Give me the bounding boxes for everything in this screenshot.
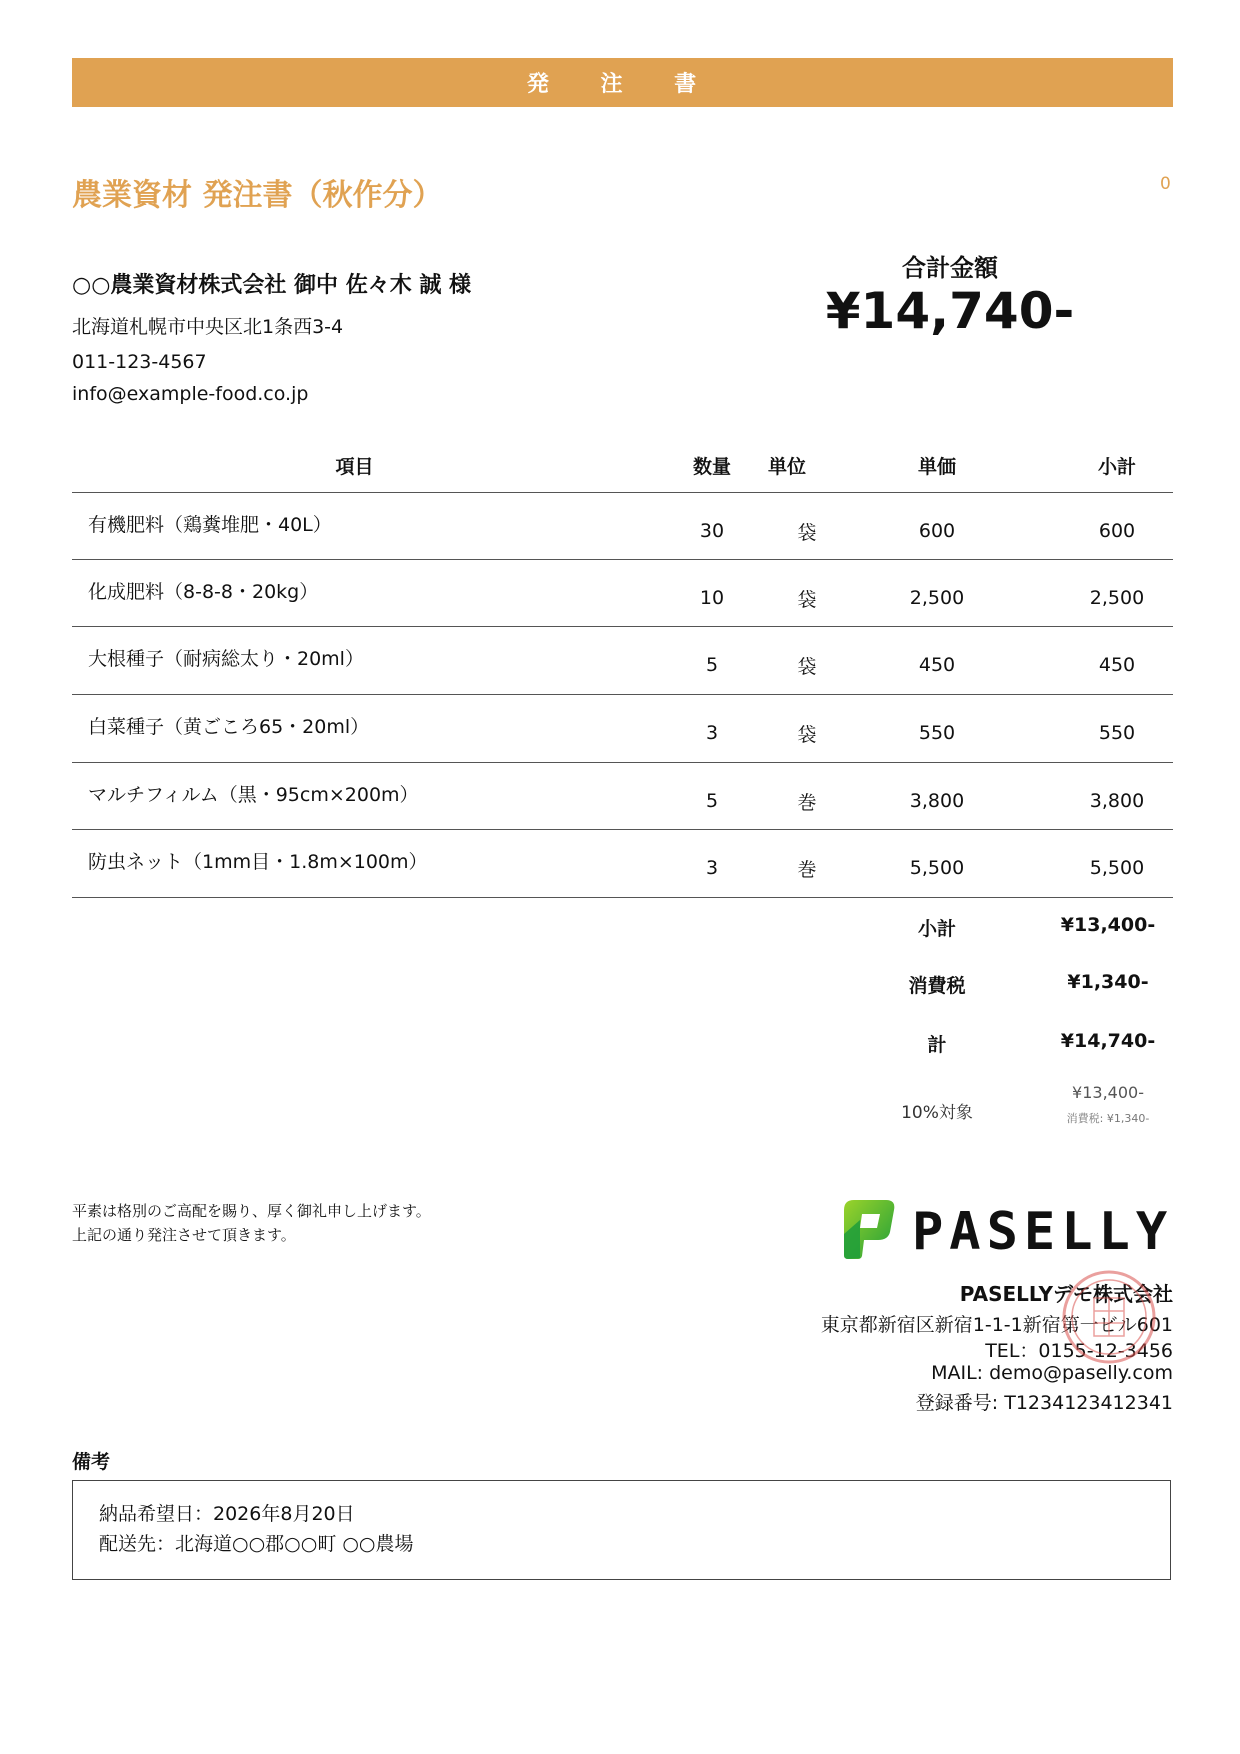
item-quantity: 5 — [705, 790, 719, 812]
greeting-line-2: 上記の通り発注させて頂きます。 — [72, 1226, 296, 1244]
item-unit-price: 5,500 — [909, 857, 965, 879]
item-quantity: 5 — [705, 654, 719, 676]
item-name: 防虫ネット（1mm目・1.8m×100m） — [88, 851, 428, 873]
column-header-unit: 単位 — [767, 456, 806, 478]
tax-note: 消費税: ¥1,340- — [1066, 1112, 1150, 1125]
item-subtotal: 3,800 — [1089, 790, 1145, 812]
company-mail: MAIL: demo@paselly.com — [931, 1362, 1173, 1384]
item-unit-price: 2,500 — [909, 587, 965, 609]
item-quantity: 10 — [699, 587, 725, 609]
table-row — [72, 628, 1173, 694]
item-unit-price: 3,800 — [909, 790, 965, 812]
item-subtotal: 5,500 — [1089, 857, 1145, 879]
tax-label: 消費税 — [908, 975, 966, 997]
greeting-line-1: 平素は格別のご高配を賜り、厚く御礼申し上げます。 — [72, 1202, 431, 1220]
item-unit: 巻 — [797, 792, 817, 814]
table-divider — [72, 559, 1173, 560]
item-unit: 袋 — [797, 589, 817, 611]
item-quantity: 3 — [705, 722, 719, 744]
company-logo — [840, 1196, 1175, 1262]
table-row — [72, 494, 1173, 560]
page-number: 0 — [1160, 174, 1171, 194]
item-name: 化成肥料（8-8-8・20kg） — [88, 581, 319, 603]
company-seal-stamp-icon — [1060, 1268, 1158, 1366]
column-header-item: 項目 — [335, 456, 374, 478]
document-title: 農業資材 発注書（秋作分） — [72, 178, 443, 213]
item-subtotal: 2,500 — [1089, 587, 1145, 609]
grand-total-value: ¥14,740- — [1060, 1030, 1156, 1052]
recipient-address: 北海道札幌市中央区北1条西3-4 — [72, 316, 344, 338]
company-logo-text: PASELLY — [912, 1202, 1174, 1262]
total-amount-label: 合計金額 — [902, 254, 998, 282]
item-quantity: 3 — [705, 857, 719, 879]
item-subtotal: 600 — [1098, 520, 1136, 542]
item-quantity: 30 — [699, 520, 725, 542]
tax-rate-label: 10%対象 — [901, 1103, 973, 1123]
table-row — [72, 831, 1173, 897]
company-name: PASELLYデモ株式会社 — [959, 1282, 1173, 1306]
item-unit: 袋 — [797, 724, 817, 746]
item-name: 有機肥料（鶏糞堆肥・40L） — [88, 514, 332, 536]
company-tel: TEL：0155-12-3456 — [985, 1340, 1173, 1362]
item-unit: 巻 — [797, 859, 817, 881]
item-name: 大根種子（耐病総太り・20ml） — [88, 648, 364, 670]
item-unit-price: 450 — [918, 654, 956, 676]
subtotal-label: 小計 — [917, 918, 956, 940]
item-subtotal: 450 — [1098, 654, 1136, 676]
table-divider — [72, 626, 1173, 627]
tax-base-value: ¥13,400- — [1072, 1083, 1144, 1102]
item-subtotal: 550 — [1098, 722, 1136, 744]
item-unit-price: 550 — [918, 722, 956, 744]
table-divider — [72, 492, 1173, 493]
recipient-name: ○○農業資材株式会社 御中 佐々木 誠 様 — [72, 273, 472, 298]
column-header-quantity: 数量 — [692, 456, 731, 478]
item-name: 白菜種子（黄ごころ65・20ml） — [88, 716, 370, 738]
column-header-unit-price: 単価 — [917, 456, 956, 478]
table-row — [72, 561, 1173, 627]
grand-total-label: 計 — [927, 1034, 947, 1056]
tax-value: ¥1,340- — [1067, 971, 1149, 993]
recipient-email: info@example-food.co.jp — [72, 383, 309, 405]
table-divider — [72, 829, 1173, 830]
recipient-phone: 011-123-4567 — [72, 351, 207, 373]
subtotal-value: ¥13,400- — [1060, 914, 1156, 936]
item-unit: 袋 — [797, 656, 817, 678]
remarks-delivery-address: 配送先：北海道○○郡○○町 ○○農場 — [99, 1533, 414, 1555]
table-divider — [72, 762, 1173, 763]
column-header-subtotal: 小計 — [1097, 456, 1136, 478]
item-name: マルチフィルム（黒・95cm×200m） — [88, 784, 419, 806]
table-divider — [72, 694, 1173, 695]
remarks-label: 備考 — [72, 1451, 111, 1473]
remarks-box — [72, 1480, 1171, 1580]
document-banner: 発 注 書 — [72, 58, 1173, 107]
company-address: 東京都新宿区新宿1-1-1新宿第一ビル601 — [820, 1314, 1173, 1336]
company-registration: 登録番号: T1234123412341 — [915, 1392, 1173, 1414]
remarks-delivery-date: 納品希望日：2026年8月20日 — [99, 1503, 355, 1525]
table-row — [72, 696, 1173, 762]
table-row — [72, 764, 1173, 830]
total-amount-value: ¥14,740- — [825, 282, 1075, 340]
table-divider — [72, 897, 1173, 898]
item-unit-price: 600 — [918, 520, 956, 542]
item-unit: 袋 — [797, 522, 817, 544]
